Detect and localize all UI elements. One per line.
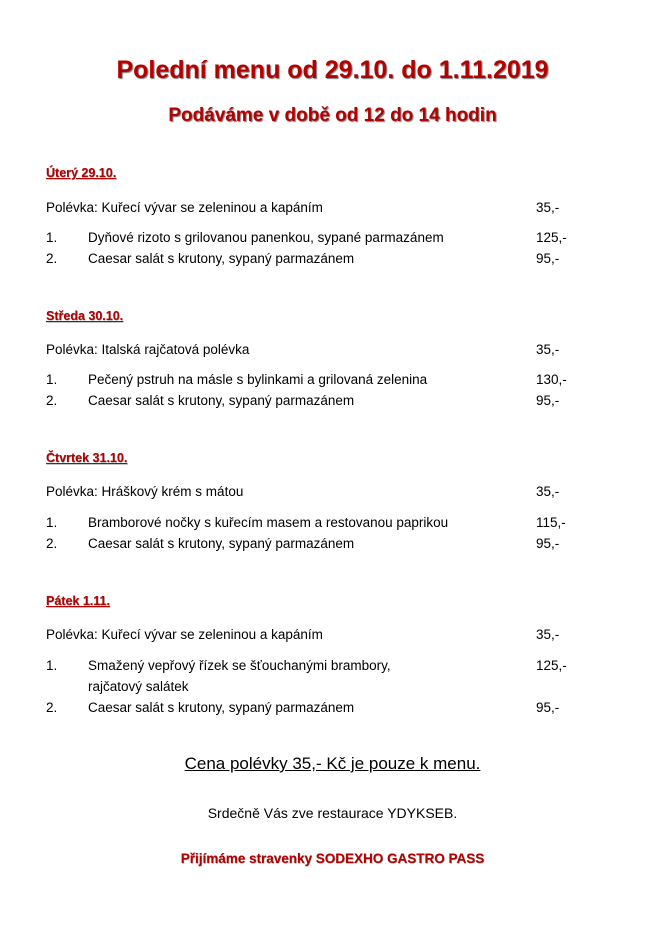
dish-price: 125,-	[536, 658, 567, 673]
soup-name: Italská rajčatová polévka	[101, 342, 250, 357]
dish-price: 130,-	[536, 372, 567, 387]
serving-hours: Podáváme v době od 12 do 14 hodin	[168, 105, 497, 126]
dish-price: 125,-	[536, 230, 567, 245]
item-number: 1.	[46, 230, 58, 245]
dish-price: 95,-	[536, 251, 560, 266]
page-title: Polední menu od 29.10. do 1.11.2019	[116, 56, 549, 84]
soup-label: Polévka: Kuřecí vývar se zeleninou a kapáním	[46, 200, 323, 215]
dish-name: Caesar salát s krutony, sypaný parmazánem	[88, 700, 355, 715]
dish-name-line2: rajčatový salátek	[88, 679, 189, 694]
item-number: 2.	[46, 251, 58, 266]
soup-price: 35,-	[536, 484, 560, 499]
day-heading-wednesday: Středa 30.10.	[46, 309, 124, 323]
item-number: 1.	[46, 372, 58, 387]
soup-label: Polévka: Hráškový krém s mátou	[46, 484, 244, 499]
dish-name: Bramborové nočky s kuřecím masem a restovanou paprikou	[88, 515, 449, 530]
item-number: 1.	[46, 515, 58, 530]
soup-price: 35,-	[536, 342, 560, 357]
soup-price: 35,-	[536, 200, 560, 215]
dish-price: 95,-	[536, 393, 560, 408]
dish-name: Dyňové rizoto s grilovanou panenkou, sypané parmazánem	[88, 230, 444, 245]
day-heading-tuesday: Úterý 29.10.	[46, 166, 117, 180]
item-number: 2.	[46, 393, 58, 408]
dish-name: Caesar salát s krutony, sypaný parmazánem	[88, 251, 355, 266]
restaurant-invite: Srdečně Vás zve restaurace YDYKSEB.	[207, 805, 458, 821]
dish-name-line1: Smažený vepřový řízek se šťouchanými brambory,	[88, 658, 391, 673]
soup-name: Kuřecí vývar se zeleninou a kapáním	[101, 200, 323, 215]
dish-name: Caesar salát s krutony, sypaný parmazánem	[88, 393, 355, 408]
dish-name: Caesar salát s krutony, sypaný parmazánem	[88, 536, 355, 551]
soup-name: Hráškový krém s mátou	[101, 484, 244, 499]
soup-price: 35,-	[536, 627, 560, 642]
dish-price: 95,-	[536, 700, 560, 715]
day-heading-friday: Pátek 1.11.	[46, 594, 110, 608]
item-number: 1.	[46, 658, 58, 673]
item-number: 2.	[46, 700, 58, 715]
soup-price-note: Cena polévky 35,- Kč je pouze k menu.	[184, 754, 481, 773]
soup-label: Polévka: Italská rajčatová polévka	[46, 342, 250, 357]
soup-label: Polévka: Kuřecí vývar se zeleninou a kapáním	[46, 627, 323, 642]
item-number: 2.	[46, 536, 58, 551]
dish-price: 95,-	[536, 536, 560, 551]
day-heading-thursday: Čtvrtek 31.10.	[46, 451, 128, 465]
dish-price: 115,-	[536, 515, 566, 530]
soup-name: Kuřecí vývar se zeleninou a kapáním	[101, 627, 323, 642]
dish-name: Pečený pstruh na másle s bylinkami a grilovaná zelenina	[88, 372, 428, 387]
vouchers-accepted: Přijímáme stravenky SODEXHO GASTRO PASS	[180, 851, 485, 866]
